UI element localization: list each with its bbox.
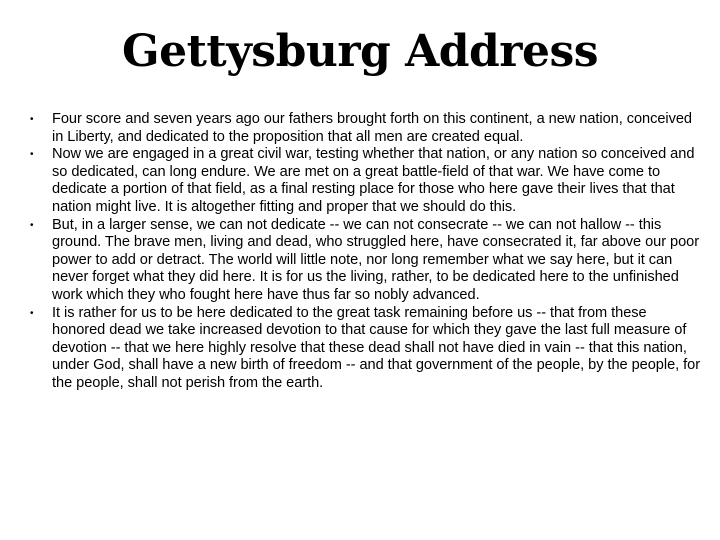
bullet-paragraph bbox=[30, 305, 702, 393]
bullet-paragraph bbox=[30, 146, 702, 216]
bullet-icon: • bbox=[30, 307, 34, 319]
bullet-icon: • bbox=[30, 149, 34, 161]
paragraph-text: It is rather for us to be here dedicated to the great task remaining before us -- that from these honored dead we take increased devotion to that cause for which they gave the last full measure of devotion -- that we here highly resolve that these dead shall not have died in vain -- that this nation, under God, shall have a new birth of freedom -- and that government of the people, by the people, for the people, shall not perish from the earth. bbox=[52, 304, 701, 391]
slide-title: Gettysburg Address bbox=[122, 26, 598, 77]
bullet-list bbox=[30, 111, 702, 393]
bullet-paragraph bbox=[30, 111, 702, 146]
paragraph-text: Four score and seven years ago our fathers brought forth on this continent, a new nation, conceived in Liberty, and dedicated to the proposition that all men are created equal. bbox=[52, 111, 692, 145]
paragraph-text: But, in a larger sense, we can not dedicate -- we can not consecrate -- we can not hallow -- this ground. The brave men, living and dead, who struggled here, have consecrated it, far above our poor power to add or detract. The world will little note, nor long remember what we say here, but it can never forget what they did here. It is for us the living, rather, to be dedicated here to the unfinished work which they who fought here have thus far so nobly advanced. bbox=[52, 216, 700, 303]
bullet-icon: • bbox=[30, 114, 34, 125]
bullet-paragraph bbox=[30, 217, 702, 305]
paragraph-text: Now we are engaged in a great civil war, testing whether that nation, or any nation so conceived and so dedicated, can long endure. We are met on a great battle-field of that war. We have come to dedicate a portion of that field, as a final resting place for those who here gave their lives that that nation might live. It is altogether fitting and proper that we should do this. bbox=[52, 146, 695, 215]
bullet-icon: • bbox=[30, 219, 34, 231]
